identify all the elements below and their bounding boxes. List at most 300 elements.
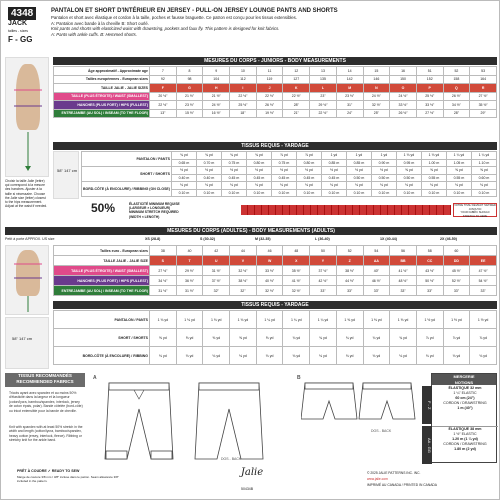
jalie-logo: Jalie <box>240 467 264 478</box>
age-cell: 51 <box>416 67 443 76</box>
metric-cell: 0.65 m <box>171 159 196 167</box>
measure-cell: 29" <box>470 109 497 118</box>
description-fr-2: A: Pantalon avec bande à la cheville B: Short ourlé. <box>51 20 149 26</box>
size-cell: S <box>150 256 177 266</box>
measure-cell: 22 ½" <box>230 92 257 101</box>
age-cell: 53 <box>470 67 497 76</box>
age-cell: 15 <box>363 67 390 76</box>
metric-cell: 1.10 m <box>471 159 496 167</box>
yardage-cell: 1 yd <box>371 152 396 160</box>
yardage-cell: 1 ⅛ yd <box>176 311 203 329</box>
metric-cell: 1.00 m <box>421 159 446 167</box>
adult-yardage-bar: TISSUS REQUIS - YARDAGE <box>53 301 497 309</box>
measure-cell: 23" <box>310 92 337 101</box>
measure-cell: 33 ½" <box>390 101 417 110</box>
eur-cell: 98 <box>176 75 203 84</box>
jalie-size-row <box>54 84 497 93</box>
measure-cell: 32" <box>203 286 230 296</box>
measure-cell: 33" <box>363 286 390 296</box>
yardage-cell: ⅝ yd <box>256 329 283 347</box>
sizes-range: F - GG <box>8 35 33 44</box>
eur-cell: 54 <box>363 246 390 256</box>
metric-cell: 0.45 m <box>296 174 321 182</box>
yardage-cell: ⅞ yd <box>271 152 296 160</box>
measure-row <box>54 276 497 286</box>
pants-technical-drawing <box>99 379 289 465</box>
measure-cell: 21" <box>283 109 310 118</box>
eur-cell: 119 <box>256 75 283 84</box>
metric-cell: 0.70 m <box>196 159 221 167</box>
jalie-size-row <box>54 256 497 266</box>
yardage-cell: ⅛ yd <box>246 182 271 190</box>
metric-cell: 0.45 m <box>246 174 271 182</box>
notions-group-1 <box>432 386 498 411</box>
measure-cell: 42 ½" <box>310 276 337 286</box>
yardage-cell: ⅛ yd <box>443 347 470 365</box>
yardage-cell: ⅝ yd <box>446 167 471 175</box>
yardage-cell: ¾ yd <box>171 152 196 160</box>
yardage-cell: ⅛ yd <box>396 182 421 190</box>
yardage-cell: ⅛ yd <box>203 347 230 365</box>
eur-cell: 150 <box>390 75 417 84</box>
yardage-cell: ½ yd <box>271 167 296 175</box>
stretch-fr-2: (LARGEUR × LONGUEUR) <box>129 206 171 211</box>
yardage-cell: ¾ yd <box>390 329 417 347</box>
age-row <box>54 67 497 76</box>
eur-cell: 104 <box>203 75 230 84</box>
printed-in: IMPRIMÉ AU CANADA / PRINTED IN CANADA <box>367 483 437 487</box>
yardage-cell: 1 ⅜ yd <box>336 311 363 329</box>
pant-label: PANTALON / PANTS <box>54 311 150 329</box>
eur-cell: 38 <box>150 246 177 256</box>
view-a-back-label: DOS - BACK <box>221 457 242 461</box>
metric-cell: 0.50 m <box>396 174 421 182</box>
ready-to-sew: PRÊT À COUDRE ✓ READY TO SEW <box>17 469 80 473</box>
measure-cell: 18" <box>230 109 257 118</box>
eur-cell <box>470 246 497 256</box>
metric-cell: 0.40 m <box>196 174 221 182</box>
short-label: SHORT / SHORTS <box>54 329 150 347</box>
notions-title-fr: MERCERIE <box>453 374 475 379</box>
measure-cell: 33" <box>310 286 337 296</box>
yardage-cell: ⅝ yd <box>150 329 177 347</box>
size-cell: Z <box>336 256 363 266</box>
yardage-cell: 1 ¼ yd <box>310 311 337 329</box>
metric-cell: 0.10 m <box>371 189 396 197</box>
adult-body-figure <box>5 245 49 315</box>
measure-cell: 37 ½" <box>203 276 230 286</box>
measure-label: HANCHES (PLUS FORT) / HIPS (FULLEST) <box>54 101 150 110</box>
size-cell: BB <box>390 256 417 266</box>
measure-cell: 40" <box>363 266 390 276</box>
yardage-cell: ⅛ yd <box>390 347 417 365</box>
metric-cell: 0.75 m <box>271 159 296 167</box>
notion-drawstring-2-length: 1.80 m (2 yd) <box>454 447 476 451</box>
measure-cell: 33" <box>336 286 363 296</box>
measure-cell: 23 ½" <box>336 92 363 101</box>
notions-title-en: NOTIONS <box>454 379 474 385</box>
adult-measurements-table <box>53 245 497 296</box>
recommended-fabrics-header <box>5 373 85 387</box>
yardage-cell: ⅛ yd <box>416 347 443 365</box>
yardage-cell: ⅛ yd <box>336 347 363 365</box>
yardage-cell: ⅝ yd <box>203 329 230 347</box>
metric-cell: 0.50 m <box>346 174 371 182</box>
fabrics-title-fr: TISSUS RECOMMANDÉS <box>18 373 72 378</box>
yardage-cell: ¾ yd <box>283 329 310 347</box>
eur-cell: 46 <box>256 246 283 256</box>
size-cell: L <box>310 84 337 93</box>
measure-cell: 26 ½" <box>390 109 417 118</box>
notion-elastic-1-en: 1 ¼" ELASTIC <box>453 391 477 395</box>
size-cell: M <box>336 84 363 93</box>
size-cell: W <box>256 256 283 266</box>
yardage-cell: ⅛ yd <box>230 347 257 365</box>
yardage-cell: ¾ yd <box>246 152 271 160</box>
yardage-cell: ⅞ yd <box>416 329 443 347</box>
yardage-cell: ½ yd <box>196 167 221 175</box>
size-cell: K <box>283 84 310 93</box>
short-yd-row <box>54 329 497 347</box>
yardage-cell: ⅝ yd <box>176 329 203 347</box>
yardage-cell: 1 ¼ yd <box>283 311 310 329</box>
measure-cell: 27 ½" <box>470 92 497 101</box>
metric-cell: 0.45 m <box>271 174 296 182</box>
metric-cell: 0.40 m <box>171 174 196 182</box>
measure-cell: 31 ½" <box>150 286 177 296</box>
yardage-cell: ⅛ yd <box>321 182 346 190</box>
measure-cell: 27 ½" <box>150 266 177 276</box>
measure-cell: 50 ½" <box>416 276 443 286</box>
eur-cell: 158 <box>443 75 470 84</box>
age-cell: 14 <box>336 67 363 76</box>
measure-cell: 34 ½" <box>443 101 470 110</box>
stretch-en-2: (WIDTH × LENGTH) <box>129 214 160 219</box>
yardage-cell: ⅛ yd <box>446 182 471 190</box>
measure-cell: 22 ½" <box>283 92 310 101</box>
measure-cell: 16 ½" <box>203 109 230 118</box>
eur-cell: 56 <box>390 246 417 256</box>
size-cell: U <box>203 256 230 266</box>
notions-header <box>432 374 496 385</box>
eur-cell: 127 <box>283 75 310 84</box>
yardage-cell: ⅝ yd <box>396 167 421 175</box>
eur-label: Tailles européennes - European sizes <box>54 75 150 84</box>
measure-label: HANCHES (PLUS FORT) / HIPS (FULLEST) <box>54 276 150 286</box>
measure-cell: 24 ½" <box>390 92 417 101</box>
yardage-cell: 1 ¼ yd <box>256 311 283 329</box>
us-size-1x: 1X (40-44) <box>380 237 397 241</box>
pant-yd-row <box>82 152 497 160</box>
pattern-title: PANTALON ET SHORT D'INTÉRIEUR EN JERSEY - PULL-ON JERSEY LOUNGE PANTS AND SHORTS <box>51 8 338 14</box>
stretch-check-en: YOUR FABRIC SHOULD STRETCH TO HERE <box>460 211 490 218</box>
size-cell: AA <box>363 256 390 266</box>
yardage-cell: 1 ⅜ yd <box>390 311 417 329</box>
metric-cell: 0.45 m <box>221 174 246 182</box>
stretch-ruler <box>241 205 451 215</box>
yardage-cell: ⅛ yd <box>421 182 446 190</box>
metric-cell: 1.05 m <box>446 159 471 167</box>
age-cell: 7 <box>150 67 177 76</box>
metric-cell: 0.10 m <box>446 189 471 197</box>
website-link[interactable]: www.jalie.com <box>367 477 388 481</box>
measure-cell: 34 ½" <box>150 276 177 286</box>
measure-cell: 52 ½" <box>443 276 470 286</box>
yardage-cell: ⅝ yd <box>421 167 446 175</box>
measure-cell: 26 ½" <box>443 92 470 101</box>
metric-cell: 0.80 m <box>246 159 271 167</box>
description-en-2: A: Pants with ankle cuffs. B: Hemmed shorts. <box>51 31 137 37</box>
short-label: SHORT / SHORTS <box>82 167 172 182</box>
yardage-cell: ⅛ yd <box>256 347 283 365</box>
measure-row <box>54 92 497 101</box>
age-cell: 8 <box>176 67 203 76</box>
measure-cell: 33 ½" <box>256 266 283 276</box>
measure-cell: 54 ½" <box>470 276 497 286</box>
measure-cell: 13" <box>150 109 177 118</box>
metric-cell: 0.10 m <box>396 189 421 197</box>
metric-cell: 0.80 m <box>296 159 321 167</box>
age-cell: 12 <box>283 67 310 76</box>
measure-cell: 21 ½" <box>203 92 230 101</box>
measure-cell: 24 ½" <box>203 101 230 110</box>
metric-cell: 0.85 m <box>346 159 371 167</box>
yardage-cell: 1 ½ yd <box>470 311 497 329</box>
measure-cell: 46 ½" <box>363 276 390 286</box>
yardage-cell: ½ yd <box>221 167 246 175</box>
footer <box>5 467 497 497</box>
size-cell: H <box>203 84 230 93</box>
yardage-cell: ¾ yd <box>196 152 221 160</box>
measure-label: ENTREJAMBE (AU SOL) / INSEAM (TO THE FLOOR) <box>54 286 150 296</box>
metric-cell: 0.45 m <box>321 174 346 182</box>
notions-group-2 <box>432 426 498 452</box>
metric-cell: 0.10 m <box>246 189 271 197</box>
size-cell: J <box>256 84 283 93</box>
us-size-l: L (36-40) <box>315 237 330 241</box>
view-a-label: A <box>93 375 97 381</box>
yardage-cell: 1 ⅛ yd <box>230 311 257 329</box>
size-cell: EE <box>470 256 497 266</box>
description-fr-1: Pantalon et short avec élastique et cordon à la taille, poches et fausse braguette. Ce patron est conçu pour les tissus extensibles. <box>51 15 298 20</box>
size-cell: F <box>150 84 177 93</box>
yardage-cell: 1 yd <box>346 152 371 160</box>
rib-yd-row <box>82 182 497 190</box>
fabrics-text-en: Knit with spandex with at least 50% stretch in the width and length (cotton/lycra, bamboo/spandex, heavy cotton jersey, interlock, fleece). Ribbing or stretchy knit for the ankle band. <box>9 425 83 443</box>
size-choice-note: Choisir la taille Jalie (lettre) qui correspond à la mesure des hanches. Ajuster à la taille si nécessaire. Choose the Jalie size (letter) closest to the hips measurement. Adjust at the waist if needed. <box>5 179 48 209</box>
pattern-number: 4348 <box>8 7 36 20</box>
us-size-m: M (32-35) <box>255 237 271 241</box>
metric-cell: 0.10 m <box>346 189 371 197</box>
notion-elastic-2-en: 1 ½" ELASTIC <box>453 432 477 436</box>
size-cell: Y <box>310 256 337 266</box>
age-label: Âge approximatif - Approximate age <box>54 67 150 76</box>
eur-cell: 152 <box>416 75 443 84</box>
notion-elastic-1-length: 60 cm (24") <box>455 396 475 400</box>
measure-cell: 31 ½" <box>176 286 203 296</box>
seam-allowance-note: Marge de couture 3/8 mm / 3/8" incluse dans le patron. Seam allowance 3/8" included in the pattern. <box>17 475 119 483</box>
adult-measurements-bar: MESURES DU CORPS (ADULTES) - BODY MEASUREMENTS (ADULTS) <box>5 227 497 235</box>
notion-drawstring-1: CORDON / DRAWSTRING <box>443 401 487 405</box>
measure-cell: 28" <box>283 101 310 110</box>
measure-cell: 27 ½" <box>416 109 443 118</box>
yardage-cell: ⅛ yd <box>271 182 296 190</box>
measure-cell: 25 ½" <box>230 101 257 110</box>
eur-cell: 135 <box>310 75 337 84</box>
notions-range-top: F - Z <box>422 386 432 424</box>
measure-cell: 33" <box>390 286 417 296</box>
eur-label: Tailles euro - European sizes <box>54 246 150 256</box>
yardage-cell: 1 ¼ yd <box>446 152 471 160</box>
yardage-cell: ⅝ yd <box>230 329 257 347</box>
measure-cell: 23 ½" <box>176 101 203 110</box>
yardage-cell: ⅞ yd <box>443 329 470 347</box>
measure-cell: 33" <box>416 286 443 296</box>
eur-row <box>54 75 497 84</box>
us-size-2x: 2X (46-50) <box>440 237 457 241</box>
measure-cell: 24 ½" <box>363 92 390 101</box>
rib-yd-row <box>54 347 497 365</box>
metric-cell: 0.10 m <box>221 189 246 197</box>
measure-cell: 33" <box>443 286 470 296</box>
measure-label: TAILLE (PLUS ÉTROITE) / WAIST (SMALLEST) <box>54 92 150 101</box>
yardage-cell: 1 ⅛ yd <box>203 311 230 329</box>
yardage-cell: ⅛ yd <box>176 347 203 365</box>
measure-cell: 33 ½" <box>416 101 443 110</box>
yardage-cell: ⅛ yd <box>371 182 396 190</box>
measure-cell: 48 ½" <box>390 276 417 286</box>
eur-cell: 58 <box>416 246 443 256</box>
yardage-cell: ⅛ yd <box>363 347 390 365</box>
measure-cell: 20 ½" <box>150 92 177 101</box>
notion-drawstring-2: CORDON / DRAWSTRING <box>443 442 487 446</box>
yardage-cell: 1 ¼ yd <box>471 152 496 160</box>
pattern-sku: 50434B <box>241 487 254 491</box>
measure-cell: 33" <box>470 286 497 296</box>
adult-yardage-table <box>53 310 497 365</box>
junior-yardage-bar: TISSUS REQUIS - YARDAGE <box>53 142 497 150</box>
size-cell: N <box>363 84 390 93</box>
yardage-cell: ¾ yd <box>310 329 337 347</box>
measure-cell: 31 ½" <box>203 266 230 276</box>
measure-label: TAILLE (PLUS ÉTROITE) / WAIST (SMALLEST) <box>54 266 150 276</box>
measure-row <box>54 101 497 110</box>
metric-cell: 0.90 m <box>371 159 396 167</box>
pattern-code-block <box>5 5 45 51</box>
measure-cell: 35 ½" <box>470 101 497 110</box>
measure-cell: 41 ½" <box>390 266 417 276</box>
metric-cell: 0.95 m <box>396 159 421 167</box>
measure-cell: 32 ½" <box>230 266 257 276</box>
header <box>5 5 497 51</box>
eur-cell: 52 <box>336 246 363 256</box>
adult-fabric-width-label: 58" 147 cm <box>12 336 33 341</box>
yardage-cell: ⅛ yd <box>471 182 496 190</box>
measure-cell: 25 ½" <box>416 92 443 101</box>
copyright: © 2025 JALIE PATTERNS INC. INC. <box>367 471 421 475</box>
size-label: TAILLE JALIE - JALIE SIZES <box>54 84 150 93</box>
yardage-cell: ⅛ yd <box>196 182 221 190</box>
metric-cell: 0.10 m <box>421 189 446 197</box>
short-yd-row <box>82 167 497 175</box>
yardage-cell: 1 ½ yd <box>416 311 443 329</box>
measure-cell: 32 ½" <box>283 286 310 296</box>
eur-cell: 48 <box>283 246 310 256</box>
metric-cell: 0.10 m <box>196 189 221 197</box>
size-cell: Q <box>443 84 470 93</box>
measure-cell: 36 ½" <box>176 276 203 286</box>
shorts-technical-drawing <box>301 379 417 429</box>
yardage-cell: ⅛ yd <box>470 347 497 365</box>
size-cell: DD <box>443 256 470 266</box>
metric-cell: 0.55 m <box>446 174 471 182</box>
stretch-check-fr: VOTRE TISSU DEVRAIT S'ÉTIRER JUSQU'ICI <box>454 204 496 211</box>
age-cell: 10 <box>230 67 257 76</box>
description-en-1: Knit pants and shorts with elasticized waist with drawstring, pockets and faux fly. This pattern is designed for knit fabrics. <box>51 26 280 32</box>
age-cell: 13 <box>310 67 337 76</box>
view-b-label: B <box>297 375 301 381</box>
yardage-cell: ⅛ yd <box>283 347 310 365</box>
fabric-width-label: 58" 147 cm <box>57 168 78 173</box>
size-cell: T <box>176 256 203 266</box>
measure-cell: 21 ½" <box>176 92 203 101</box>
size-cell: CC <box>416 256 443 266</box>
age-cell: 16 <box>390 67 417 76</box>
adult-measure-arrows-icon <box>6 246 50 316</box>
yardage-cell: ½ yd <box>296 167 321 175</box>
stretch-requirement <box>129 202 239 219</box>
metric-cell: 0.10 m <box>471 189 496 197</box>
measure-cell: 38 ½" <box>230 276 257 286</box>
metric-cell: 0.50 m <box>371 174 396 182</box>
metric-cell: 0.85 m <box>321 159 346 167</box>
measure-cell: 44 ½" <box>336 276 363 286</box>
eur-cell: 112 <box>230 75 257 84</box>
metric-cell: 0.10 m <box>321 189 346 197</box>
notions-range-bottom: AA - GG <box>422 426 432 464</box>
yardage-cell: ⅞ yd <box>296 152 321 160</box>
us-size-xs: XS (28-8) <box>145 237 161 241</box>
junior-body-figure <box>5 57 49 177</box>
measure-cell: 38 ½" <box>336 266 363 276</box>
measure-cell: 40 ½" <box>256 276 283 286</box>
size-cell: R <box>470 84 497 93</box>
fabric-width-figure <box>53 151 79 199</box>
yardage-cell: 1 ⅛ yd <box>150 311 177 329</box>
measure-label: ENTREJAMBE (AU SOL) / INSEAM (TO THE FLOOR) <box>54 109 150 118</box>
stretch-fr-1: ÉLASTICITÉ MINIMUM REQUISE <box>129 202 180 206</box>
metric-cell: 0.60 m <box>471 174 496 182</box>
pant-label: PANTALON / PANTS <box>82 152 172 167</box>
junior-yardage-table <box>81 151 497 197</box>
size-cell: X <box>283 256 310 266</box>
age-cell: 52 <box>443 67 470 76</box>
eur-cell: 50 <box>310 246 337 256</box>
stretch-percent: 50% <box>91 201 116 215</box>
yardage-cell: ⅝ yd <box>471 167 496 175</box>
yardage-cell: ½ yd <box>171 167 196 175</box>
yardage-cell: ⅛ yd <box>150 347 177 365</box>
measure-cell: 19 ½" <box>256 109 283 118</box>
notion-elastic-2-length: 1.20 m (1 ¼ yd) <box>452 437 478 441</box>
us-size-label: Petit à porte APPROX. US size <box>5 237 55 241</box>
measure-row <box>54 109 497 118</box>
measure-cell: 31" <box>336 101 363 110</box>
eur-cell: 42 <box>203 246 230 256</box>
notion-elastic-2: ÉLASTIQUE 38 mm <box>448 427 482 431</box>
size-label: TAILLE JALIE - JALIE SIZE <box>54 256 150 266</box>
measure-cell: 47 ½" <box>470 266 497 276</box>
